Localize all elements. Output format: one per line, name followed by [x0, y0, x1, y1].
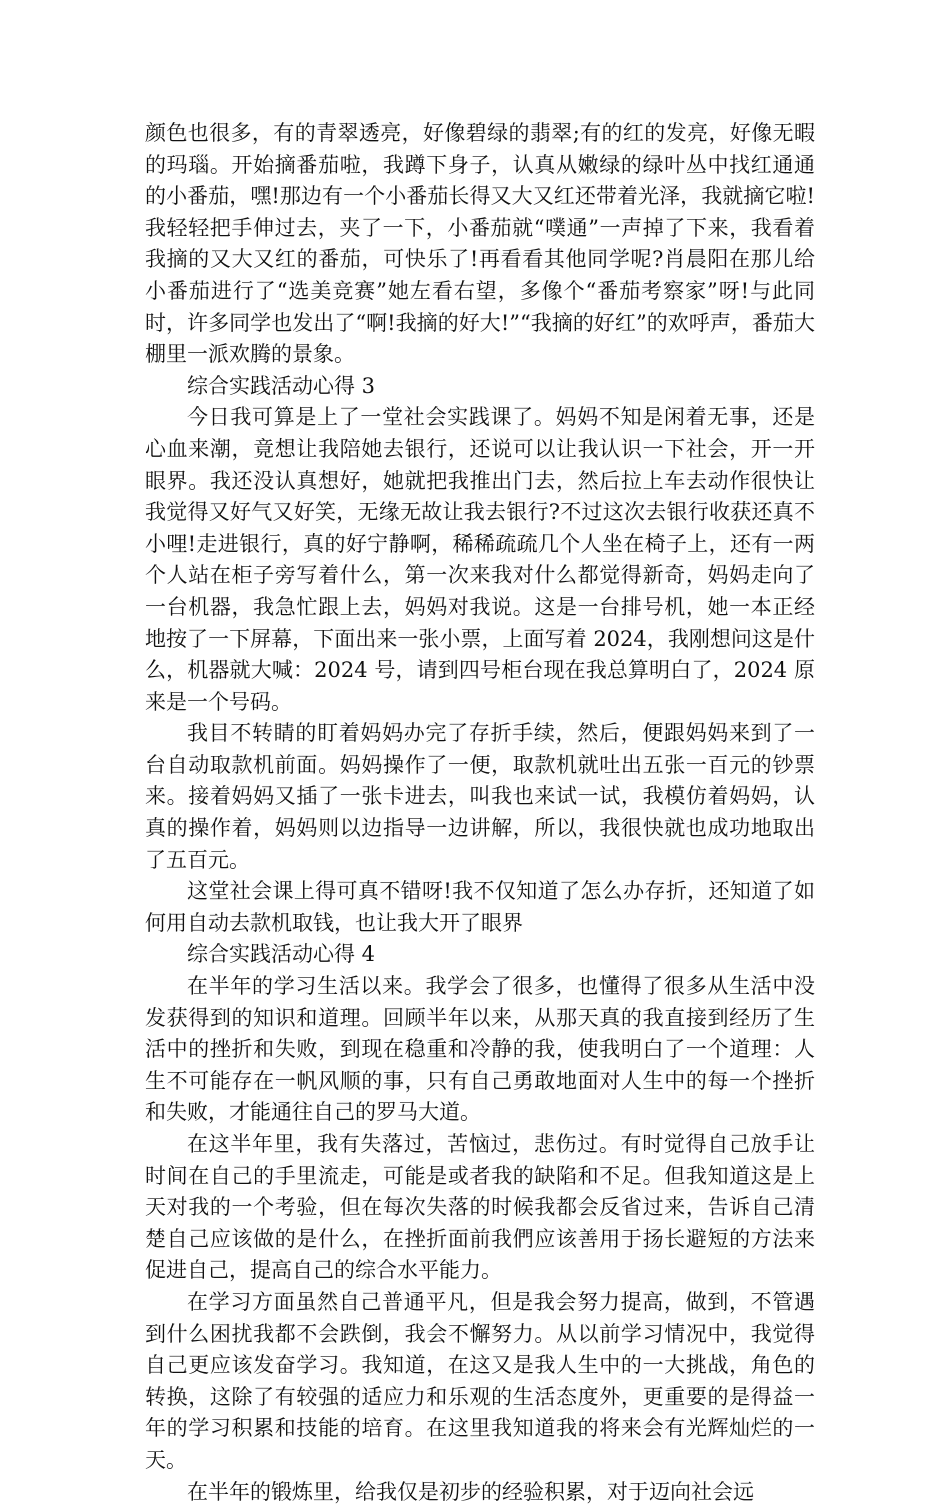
paragraph-training: 在半年的锻炼里，给我仅是初步的经验积累，对于迈向社会远 — [187, 1479, 754, 1504]
paragraph-tomato-picking: 颜色也很多，有的青翠透亮，好像碧绿的翡翠;有的红的发亮，好像无暇的玛瑙。开始摘番茄啦，我蹲下身子，认真从嫩绿的绿叶丛中找红通通的小番茄，嘿!那边有一个小番茄长得又大又红还带着光泽，我就摘它啦!我轻轻把手伸过去，夹了一下，小番茄就“噗通”一声掉了下来，我看着我摘的又大又红的番茄，可快乐了!再看看其他同学呢?肖晨阳在那儿给小番茄进行了“选美竞赛”她左看右望，多像个“番茄考察家”呀!与此同时，许多同学也发出了“啊!我摘的好大!”“我摘的好红”的欢呼声，番茄大棚里一派欢腾的景象。 — [145, 121, 815, 367]
section-heading-3: 综合实践活动心得 3 — [187, 373, 376, 398]
paragraph-study-effort: 在学习方面虽然自己普通平凡，但是我会努力提高，做到，不管遇到什么困扰我都不会跌倒，我会不懈努力。从以前学习情况中，我觉得自己更应该发奋学习。我知道，在这又是我人生中的一大挑战，角色的转换，这除了有较强的适应力和乐观的生活态度外，更重要的是得益一年的学习积累和技能的培育。在这里我知道我的将来会有光辉灿烂的一天。 — [145, 1289, 815, 1472]
paragraph-half-year-study: 在半年的学习生活以来。我学会了很多，也懂得了很多从生活中没发获得到的知识和道理。回顾半年以来，从那天真的我直接到经历了生活中的挫折和失败，到现在稳重和冷静的我，使我明白了一个道理：人生不可能存在一帆风顺的事，只有自己勇敢地面对人生中的每一个挫折和失败，才能通往自己的罗马大道。 — [145, 974, 815, 1125]
section-heading-4: 综合实践活动心得 4 — [187, 942, 376, 967]
paragraph-setbacks: 在这半年里，我有失落过，苦恼过，悲伤过。有时觉得自己放手让时间在自己的手里流走，可能是或者我的缺陷和不足。但我知道这是上天对我的一个考验，但在每次失落的时候我都会反省过来，告诉自己清楚自己应该做的是什么，在挫折面前我們应该善用于扬长避短的方法来促进自己，提高自己的综合水平能力。 — [145, 1132, 815, 1283]
paragraph-bank-visit: 今日我可算是上了一堂社会实践课了。妈妈不知是闲着无事，还是心血来潮，竟想让我陪她去银行，还说可以让我认识一下社会，开一开眼界。我还没认真想好，她就把我推出门去，然后拉上车去动作很快让我觉得又好气又好笑，无缘无故让我去银行?不过这次去银行收获还真不小哩!走进银行，真的好宁静啊，稀稀疏疏几个人坐在椅子上，还有一两个人站在柜子旁写着什么，第一次来我对什么都觉得新奇，妈妈走向了一台机器，我急忙跟上去，妈妈对我说。这是一台排号机，她一本正经地按了一下屏幕，下面出来一张小票，上面写着 2024，我刚想问这是什么，机器就大喊：2024 号，请到四号柜台现在我总算明白了，2024 原来是一个号码。 — [145, 405, 815, 714]
document-body — [145, 118, 815, 1508]
paragraph-atm: 我目不转睛的盯着妈妈办完了存折手续，然后，便跟妈妈来到了一台自动取款机前面。妈妈操作了一便，取款机就吐出五张一百元的钞票来。接着妈妈又插了一张卡进去，叫我也来试一试，我模仿着妈妈，认真的操作着，妈妈则以边指导一边讲解，所以，我很快就也成功地取出了五百元。 — [145, 721, 815, 872]
paragraph-social-lesson: 这堂社会课上得可真不错呀!我不仅知道了怎么办存折，还知道了如何用自动去款机取钱，也让我大开了眼界 — [145, 879, 815, 935]
